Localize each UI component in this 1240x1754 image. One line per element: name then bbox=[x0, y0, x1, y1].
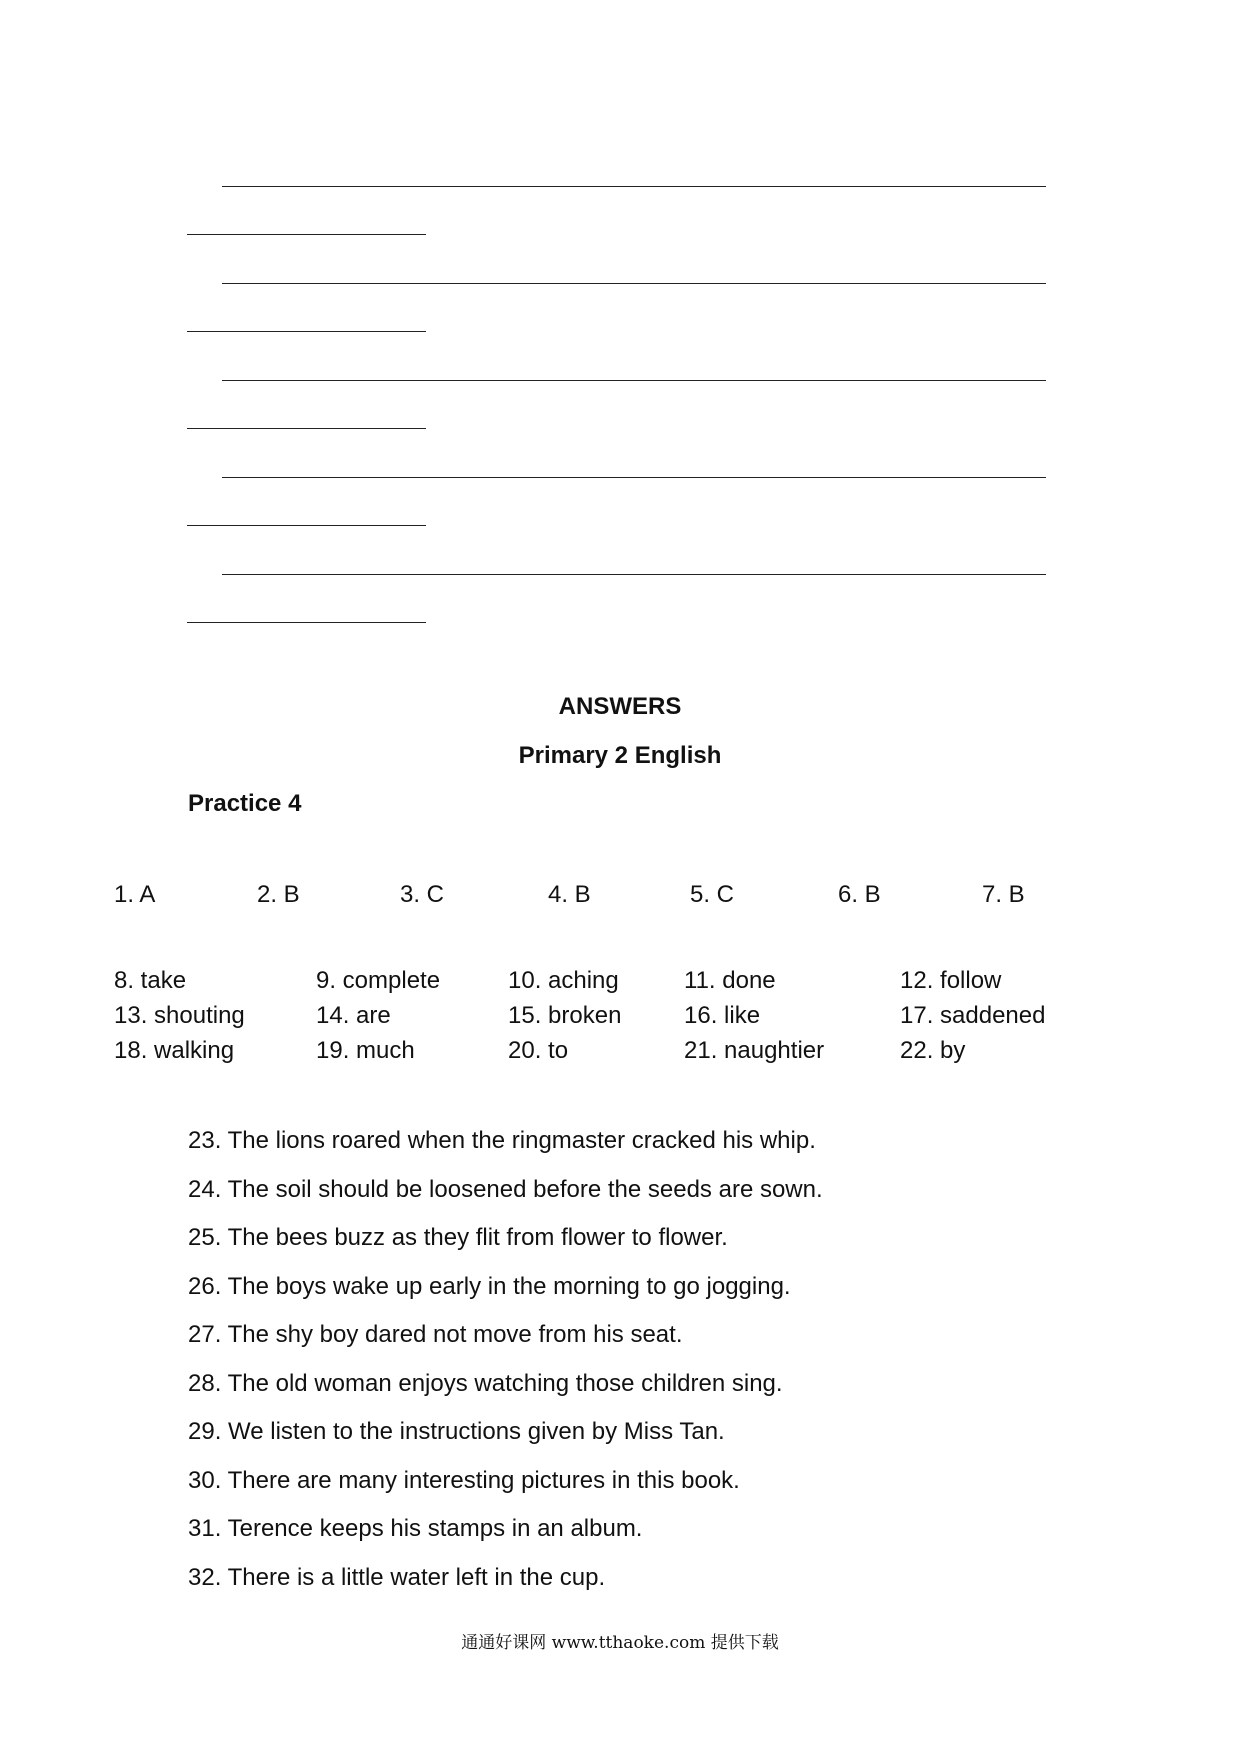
writing-line bbox=[222, 477, 1046, 478]
fill-in-answer: 10. aching bbox=[508, 967, 619, 994]
sentence-answer: 25. The bees buzz as they flit from flower to flower. bbox=[188, 1224, 728, 1251]
sentence-answer: 32. There is a little water left in the cup. bbox=[188, 1564, 606, 1591]
fill-in-answer: 8. take bbox=[114, 967, 187, 994]
mcq-answer: 7. B bbox=[982, 881, 1025, 908]
sentence-answer: 27. The shy boy dared not move from his seat. bbox=[188, 1321, 683, 1348]
answers-heading: ANSWERS bbox=[558, 693, 682, 720]
mcq-answer: 4. B bbox=[548, 881, 591, 908]
writing-line bbox=[187, 234, 426, 235]
fill-in-answer: 16. like bbox=[684, 1002, 761, 1029]
fill-in-answer: 9. complete bbox=[316, 967, 441, 994]
sentence-answer: 29. We listen to the instructions given by Miss Tan. bbox=[188, 1418, 725, 1445]
fill-in-answer: 15. broken bbox=[508, 1002, 622, 1029]
writing-line bbox=[222, 574, 1046, 575]
fill-in-answer: 14. are bbox=[316, 1002, 391, 1029]
mcq-answer: 6. B bbox=[838, 881, 881, 908]
writing-line bbox=[222, 380, 1046, 381]
fill-in-answer: 12. follow bbox=[900, 967, 1002, 994]
mcq-answer: 1. A bbox=[114, 881, 156, 908]
writing-line bbox=[222, 283, 1046, 284]
fill-in-answer: 18. walking bbox=[114, 1037, 235, 1064]
sentence-answer: 23. The lions roared when the ringmaster cracked his whip. bbox=[188, 1127, 816, 1154]
writing-line bbox=[187, 622, 426, 623]
mcq-answer: 5. C bbox=[690, 881, 735, 908]
page-footer: 通通好课网 www.tthaoke.com 提供下载 bbox=[461, 1633, 779, 1653]
fill-in-answer: 13. shouting bbox=[114, 1002, 245, 1029]
sentence-answer: 28. The old woman enjoys watching those children sing. bbox=[188, 1370, 783, 1397]
fill-in-answer: 22. by bbox=[900, 1037, 966, 1064]
fill-in-answer: 11. done bbox=[684, 967, 776, 994]
mcq-answer: 3. C bbox=[400, 881, 445, 908]
sentence-answer: 26. The boys wake up early in the morning to go jogging. bbox=[188, 1273, 791, 1300]
sentence-answer: 31. Terence keeps his stamps in an album. bbox=[188, 1515, 643, 1542]
writing-line bbox=[222, 186, 1046, 187]
subject-heading: Primary 2 English bbox=[518, 742, 722, 769]
fill-in-answer: 20. to bbox=[508, 1037, 569, 1064]
writing-line bbox=[187, 428, 426, 429]
sentence-answer: 30. There are many interesting pictures in this book. bbox=[188, 1467, 740, 1494]
fill-in-answer: 19. much bbox=[316, 1037, 415, 1064]
writing-line bbox=[187, 331, 426, 332]
fill-in-answer: 21. naughtier bbox=[684, 1037, 825, 1064]
sentence-answer: 24. The soil should be loosened before the seeds are sown. bbox=[188, 1176, 823, 1203]
writing-line bbox=[187, 525, 426, 526]
practice-heading: Practice 4 bbox=[188, 790, 302, 817]
fill-in-answer: 17. saddened bbox=[900, 1002, 1046, 1029]
mcq-answer: 2. B bbox=[257, 881, 300, 908]
